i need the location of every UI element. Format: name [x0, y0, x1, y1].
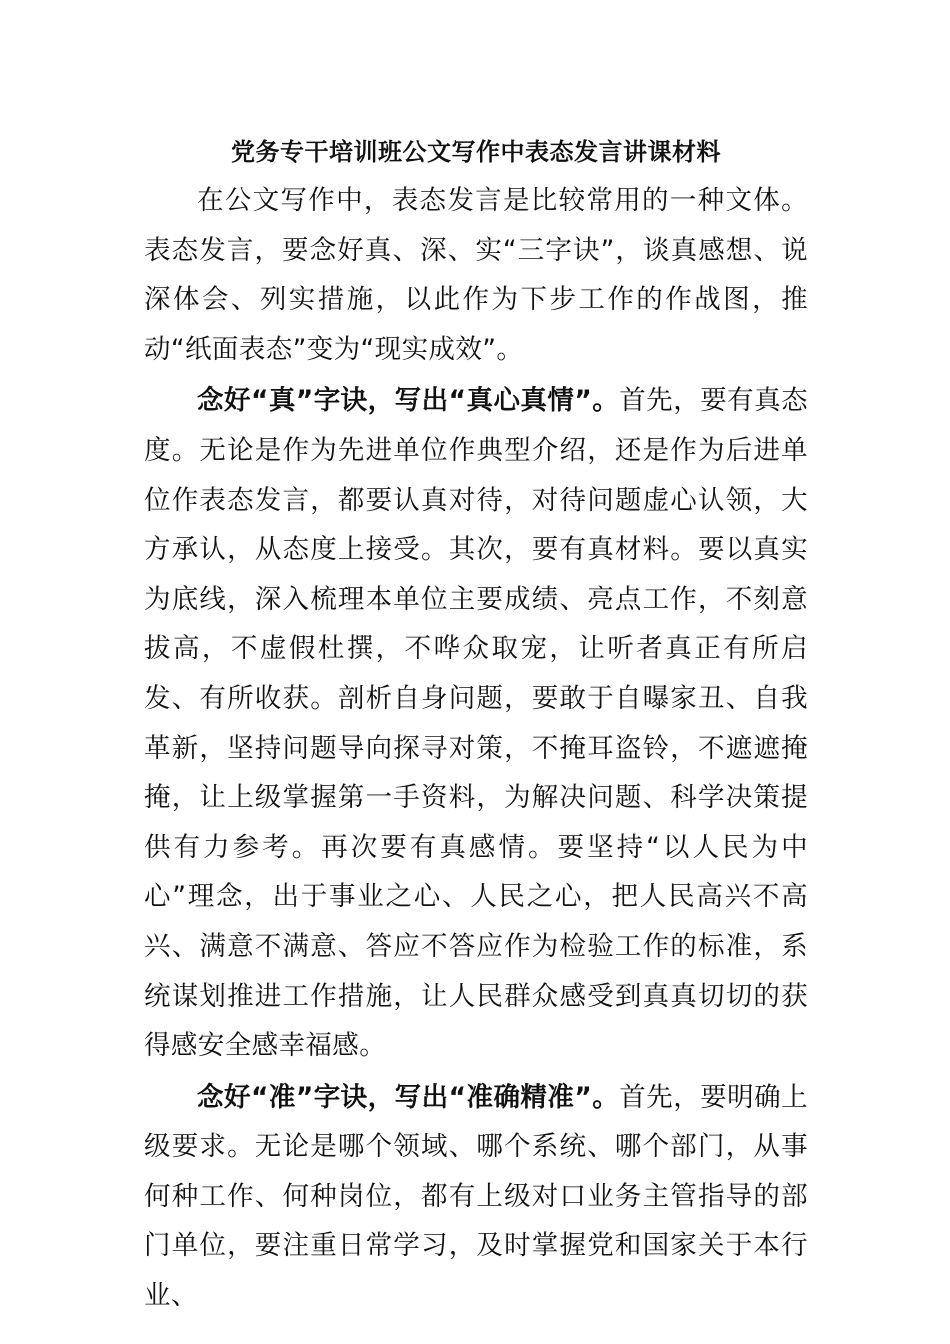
- intro-paragraph: 在公文写作中，表态发言是比较常用的一种文体。表态发言，要念好真、深、实“三字诀”，谈真感想、说深体会、列实措施，以此作为下步工作的作战图，推动“纸面表态”变为“现实成效”。: [144, 185, 808, 365]
- document-title: 党务专干培训班公文写作中表态发言讲课材料: [231, 138, 721, 166]
- section-1-paragraph: [144, 376, 808, 1070]
- document-page: [144, 128, 808, 1321]
- section-2-paragraph: [144, 1073, 808, 1321]
- section-2-body: 首先，要明确上级要求。无论是哪个领域、哪个系统、哪个部门，从事何种工作、何种岗位，都有上级对口业务主管指导的部门单位，要注重日常学习，及时掌握党和国家关于本行业、: [144, 1081, 808, 1312]
- section-1-body: 首先，要有真态度。无论是作为先进单位作典型介绍，还是作为后进单位作表态发言，都要认真对待，对待问题虚心认领，大方承认，从态度上接受。其次，要有真材料。要以真实为底线，深入梳理本单位主要成绩、亮点工作，不刻意拔高，不虚假杜撰，不哗众取宠，让听者真正有所启发、有所收获。剖析自身问题，要敢于自曝家丑、自我革新，坚持问题导向探寻对策，不掩耳盗铃，不遮遮掩掩，让上级掌握第一手资料，为解决问题、科学决策提供有力参考。再次要有真感情。要坚持“以人民为中心”理念，出于事业之心、人民之心，把人民高兴不高兴、满意不满意、答应不答应作为检验工作的标准，系统谋划推进工作措施，让人民群众感受到真真切切的获得感安全感幸福感。: [144, 385, 808, 1062]
- section-2-lead: 念好“准”字诀，写出“准确精准”。: [197, 1081, 620, 1113]
- section-1-lead: 念好“真”字诀，写出“真心真情”。: [197, 385, 620, 417]
